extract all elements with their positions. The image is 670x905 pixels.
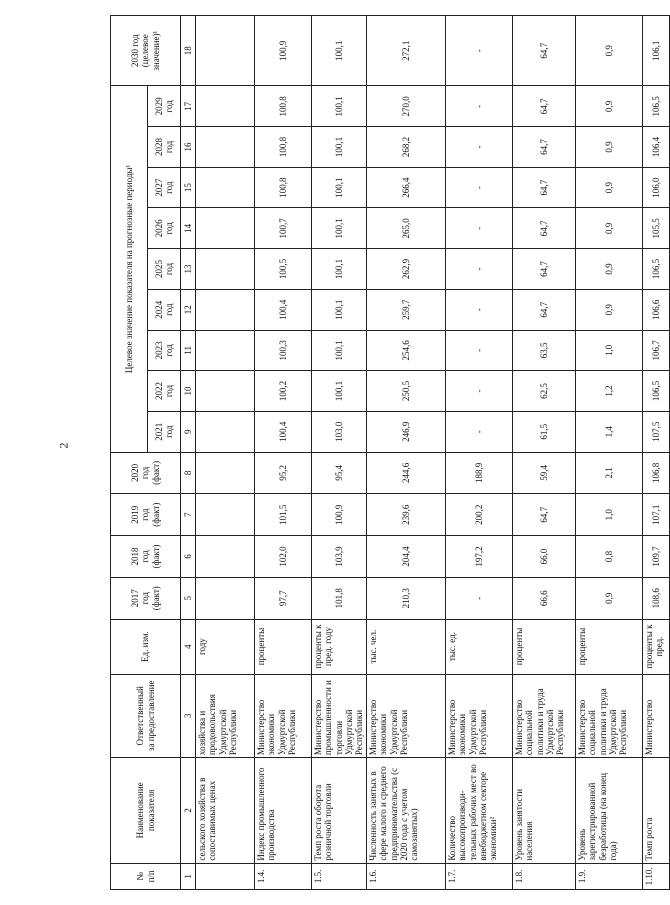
value-cell: 0,9 xyxy=(576,127,643,168)
row-number: 1.5. xyxy=(312,863,367,889)
value-cell: 0,9 xyxy=(576,86,643,127)
value-cell: 0,8 xyxy=(576,536,643,578)
value-cell: 0,9 xyxy=(576,289,643,330)
unit-cell: проценты xyxy=(255,619,312,674)
page-number: 2 xyxy=(56,442,71,449)
index-cell: 5 xyxy=(181,577,196,619)
value-cell: 100,1 xyxy=(312,371,367,412)
header-2018: 2018 год (факт) xyxy=(111,536,181,578)
indicators-table xyxy=(110,15,670,890)
value-cell: 100,1 xyxy=(312,86,367,127)
value-cell xyxy=(196,371,255,412)
unit-cell: проценты к пред. году xyxy=(312,619,367,674)
value-cell: 101,5 xyxy=(255,494,312,536)
value-cell: 105,5 xyxy=(643,208,670,249)
indicator-name: Уровень зарегистрированной безработицы (на конец года) xyxy=(576,758,643,864)
value-cell: 239,6 xyxy=(367,494,446,536)
indicator-name: сельского хозяйства в сопоставимых ценах xyxy=(196,758,255,864)
row-number: 1.6. xyxy=(367,863,446,889)
value-cell: 272,1 xyxy=(367,16,446,86)
value-cell: 66,6 xyxy=(513,577,576,619)
value-cell: - xyxy=(446,330,513,371)
value-cell: 0,9 xyxy=(576,208,643,249)
responsible-body: Министерство экономики Удмуртской Республики xyxy=(446,674,513,758)
value-cell: - xyxy=(446,86,513,127)
row-number: 1.10. xyxy=(643,863,670,889)
index-cell: 15 xyxy=(181,167,196,208)
value-cell: 1,2 xyxy=(576,371,643,412)
header-2029: 2029 год xyxy=(148,86,181,127)
row-number: 1.7. xyxy=(446,863,513,889)
index-cell: 12 xyxy=(181,289,196,330)
row-number xyxy=(196,863,255,889)
row-number: 1.9. xyxy=(576,863,643,889)
index-cell: 17 xyxy=(181,86,196,127)
value-cell: 100,4 xyxy=(255,411,312,452)
header-2017: 2017 год (факт) xyxy=(111,577,181,619)
table-body xyxy=(196,16,670,890)
header-row-1 xyxy=(111,16,148,890)
value-cell: 64,7 xyxy=(513,16,576,86)
value-cell: 100,1 xyxy=(312,167,367,208)
value-cell xyxy=(196,577,255,619)
header-2019: 2019 год (факт) xyxy=(111,494,181,536)
value-cell: 204,4 xyxy=(367,536,446,578)
value-cell: 66,0 xyxy=(513,536,576,578)
row-number: 1.4. xyxy=(255,863,312,889)
table-row xyxy=(643,16,670,890)
index-cell: 9 xyxy=(181,411,196,452)
value-cell: 106,5 xyxy=(643,371,670,412)
value-cell xyxy=(196,16,255,86)
value-cell: 100,4 xyxy=(255,289,312,330)
value-cell: 97,7 xyxy=(255,577,312,619)
index-cell: 14 xyxy=(181,208,196,249)
value-cell: 1,0 xyxy=(576,494,643,536)
value-cell: 59,4 xyxy=(513,452,576,494)
value-cell xyxy=(196,127,255,168)
indicator-name: Темп роста оборота розничной торговли xyxy=(312,758,367,864)
value-cell xyxy=(196,249,255,290)
value-cell: 106,8 xyxy=(643,452,670,494)
table-row xyxy=(255,16,312,890)
header-target: Целевое значение показателя на прогнозные периоды¹ xyxy=(111,86,148,452)
rotated-table-wrapper xyxy=(110,15,665,890)
value-cell: 0,9 xyxy=(576,16,643,86)
value-cell xyxy=(196,208,255,249)
indicator-name: Уровень занятости населения xyxy=(513,758,576,864)
index-cell: 3 xyxy=(181,674,196,758)
value-cell: 1,4 xyxy=(576,411,643,452)
unit-cell: проценты к пред. xyxy=(643,619,670,674)
value-cell: 64,7 xyxy=(513,208,576,249)
responsible-body: Министерство социальной политики и труда Удмуртской Республики xyxy=(576,674,643,758)
value-cell: 108,6 xyxy=(643,577,670,619)
value-cell xyxy=(196,411,255,452)
unit-cell: тыс. ед. xyxy=(446,619,513,674)
header-2024: 2024 год xyxy=(148,289,181,330)
value-cell xyxy=(196,536,255,578)
value-cell: 100,7 xyxy=(255,208,312,249)
index-cell: 1 xyxy=(181,863,196,889)
value-cell: 246,9 xyxy=(367,411,446,452)
header-2028: 2028 год xyxy=(148,127,181,168)
value-cell: 64,7 xyxy=(513,494,576,536)
table-row xyxy=(446,16,513,890)
value-cell: 64,7 xyxy=(513,289,576,330)
value-cell: 100,2 xyxy=(255,371,312,412)
index-cell: 11 xyxy=(181,330,196,371)
value-cell: 100,1 xyxy=(312,289,367,330)
header-responsible: Ответственный за предоставление xyxy=(111,674,181,758)
table-row xyxy=(367,16,446,890)
value-cell: 210,3 xyxy=(367,577,446,619)
header-2025: 2025 год xyxy=(148,249,181,290)
header-2030: 2030 год (целевое значение)¹ xyxy=(111,16,181,86)
value-cell xyxy=(196,167,255,208)
unit-cell: году xyxy=(196,619,255,674)
value-cell: 61,5 xyxy=(513,411,576,452)
index-cell: 13 xyxy=(181,249,196,290)
value-cell: 109,7 xyxy=(643,536,670,578)
value-cell: 101,8 xyxy=(312,577,367,619)
table-row xyxy=(576,16,643,890)
header-2022: 2022 год xyxy=(148,371,181,412)
row-number: 1.8. xyxy=(513,863,576,889)
value-cell: - xyxy=(446,208,513,249)
table-row xyxy=(196,16,255,890)
header-2027: 2027 год xyxy=(148,167,181,208)
value-cell: - xyxy=(446,249,513,290)
value-cell: 106,5 xyxy=(643,86,670,127)
responsible-body: Министерство социальной политики и труда Удмуртской Республики xyxy=(513,674,576,758)
header-2020: 2020 год (факт) xyxy=(111,452,181,494)
value-cell: 100,5 xyxy=(255,249,312,290)
unit-cell: тыс. чел. xyxy=(367,619,446,674)
value-cell: 0,9 xyxy=(576,167,643,208)
value-cell: 197,2 xyxy=(446,536,513,578)
value-cell: 64,7 xyxy=(513,249,576,290)
value-cell: 106,6 xyxy=(643,289,670,330)
value-cell: 259,7 xyxy=(367,289,446,330)
value-cell: - xyxy=(446,289,513,330)
index-row xyxy=(181,16,196,890)
value-cell: 268,2 xyxy=(367,127,446,168)
value-cell: 100,3 xyxy=(255,330,312,371)
table-row xyxy=(513,16,576,890)
value-cell: 64,7 xyxy=(513,167,576,208)
header-2026: 2026 год xyxy=(148,208,181,249)
value-cell: 107,5 xyxy=(643,411,670,452)
unit-cell: проценты xyxy=(513,619,576,674)
value-cell: 106,7 xyxy=(643,330,670,371)
index-cell: 6 xyxy=(181,536,196,578)
index-cell: 2 xyxy=(181,758,196,864)
value-cell: 244,6 xyxy=(367,452,446,494)
value-cell: 1,0 xyxy=(576,330,643,371)
value-cell: 106,5 xyxy=(643,249,670,290)
value-cell: 100,1 xyxy=(312,16,367,86)
value-cell: 106,1 xyxy=(643,16,670,86)
value-cell: 266,4 xyxy=(367,167,446,208)
unit-cell: проценты xyxy=(576,619,643,674)
value-cell xyxy=(196,289,255,330)
header-name: Наименование показателя xyxy=(111,758,181,864)
value-cell: 64,7 xyxy=(513,86,576,127)
value-cell: 64,7 xyxy=(513,127,576,168)
indicator-name: Индекс промышленного производства xyxy=(255,758,312,864)
value-cell: - xyxy=(446,371,513,412)
value-cell: 100,9 xyxy=(312,494,367,536)
value-cell: 250,5 xyxy=(367,371,446,412)
value-cell: - xyxy=(446,411,513,452)
value-cell: 100,8 xyxy=(255,86,312,127)
value-cell: 265,0 xyxy=(367,208,446,249)
value-cell: 95,2 xyxy=(255,452,312,494)
value-cell: 100,1 xyxy=(312,330,367,371)
value-cell: 100,1 xyxy=(312,127,367,168)
header-2021: 2021 год xyxy=(148,411,181,452)
value-cell: 100,8 xyxy=(255,167,312,208)
header-unit: Ед. изм. xyxy=(111,619,181,674)
value-cell: 63,5 xyxy=(513,330,576,371)
table-row xyxy=(312,16,367,890)
value-cell: 262,9 xyxy=(367,249,446,290)
value-cell: 95,4 xyxy=(312,452,367,494)
indicator-name: Темп роста xyxy=(643,758,670,864)
value-cell: 106,4 xyxy=(643,127,670,168)
value-cell: 103,9 xyxy=(312,536,367,578)
value-cell: - xyxy=(446,127,513,168)
value-cell: 200,2 xyxy=(446,494,513,536)
responsible-body: хозяйства и продовольствия Удмуртской Республики xyxy=(196,674,255,758)
value-cell xyxy=(196,452,255,494)
responsible-body: Министерство промышленности и торговли Удмуртской Республики xyxy=(312,674,367,758)
responsible-body: Министерство xyxy=(643,674,670,758)
value-cell: 270,0 xyxy=(367,86,446,127)
value-cell: 103,0 xyxy=(312,411,367,452)
index-cell: 8 xyxy=(181,452,196,494)
indicator-name: Численность занятых в сфере малого и среднего предпринимательства (с 2020 года с учетом самозанятых) xyxy=(367,758,446,864)
value-cell: 107,1 xyxy=(643,494,670,536)
header-2023: 2023 год xyxy=(148,330,181,371)
value-cell xyxy=(196,86,255,127)
value-cell: 62,5 xyxy=(513,371,576,412)
index-cell: 7 xyxy=(181,494,196,536)
value-cell: 100,8 xyxy=(255,127,312,168)
header-num: № п/п xyxy=(111,863,181,889)
value-cell: 106,0 xyxy=(643,167,670,208)
index-cell: 4 xyxy=(181,619,196,674)
value-cell: - xyxy=(446,16,513,86)
value-cell xyxy=(196,494,255,536)
responsible-body: Министерство экономики Удмуртской Республики xyxy=(255,674,312,758)
value-cell xyxy=(196,330,255,371)
index-cell: 16 xyxy=(181,127,196,168)
value-cell: 100,9 xyxy=(255,16,312,86)
value-cell: 100,1 xyxy=(312,249,367,290)
index-cell: 18 xyxy=(181,16,196,86)
value-cell: 254,6 xyxy=(367,330,446,371)
value-cell: 0,9 xyxy=(576,577,643,619)
value-cell: 100,1 xyxy=(312,208,367,249)
value-cell: 0,9 xyxy=(576,249,643,290)
index-cell: 10 xyxy=(181,371,196,412)
value-cell: - xyxy=(446,577,513,619)
value-cell: 188,9 xyxy=(446,452,513,494)
responsible-body: Министерство экономики Удмуртской Республики xyxy=(367,674,446,758)
indicator-name: Количество высокопроизводи-тельных рабочих мест во внебюджетном секторе экономики² xyxy=(446,758,513,864)
value-cell: - xyxy=(446,167,513,208)
value-cell: 2,1 xyxy=(576,452,643,494)
value-cell: 102,0 xyxy=(255,536,312,578)
